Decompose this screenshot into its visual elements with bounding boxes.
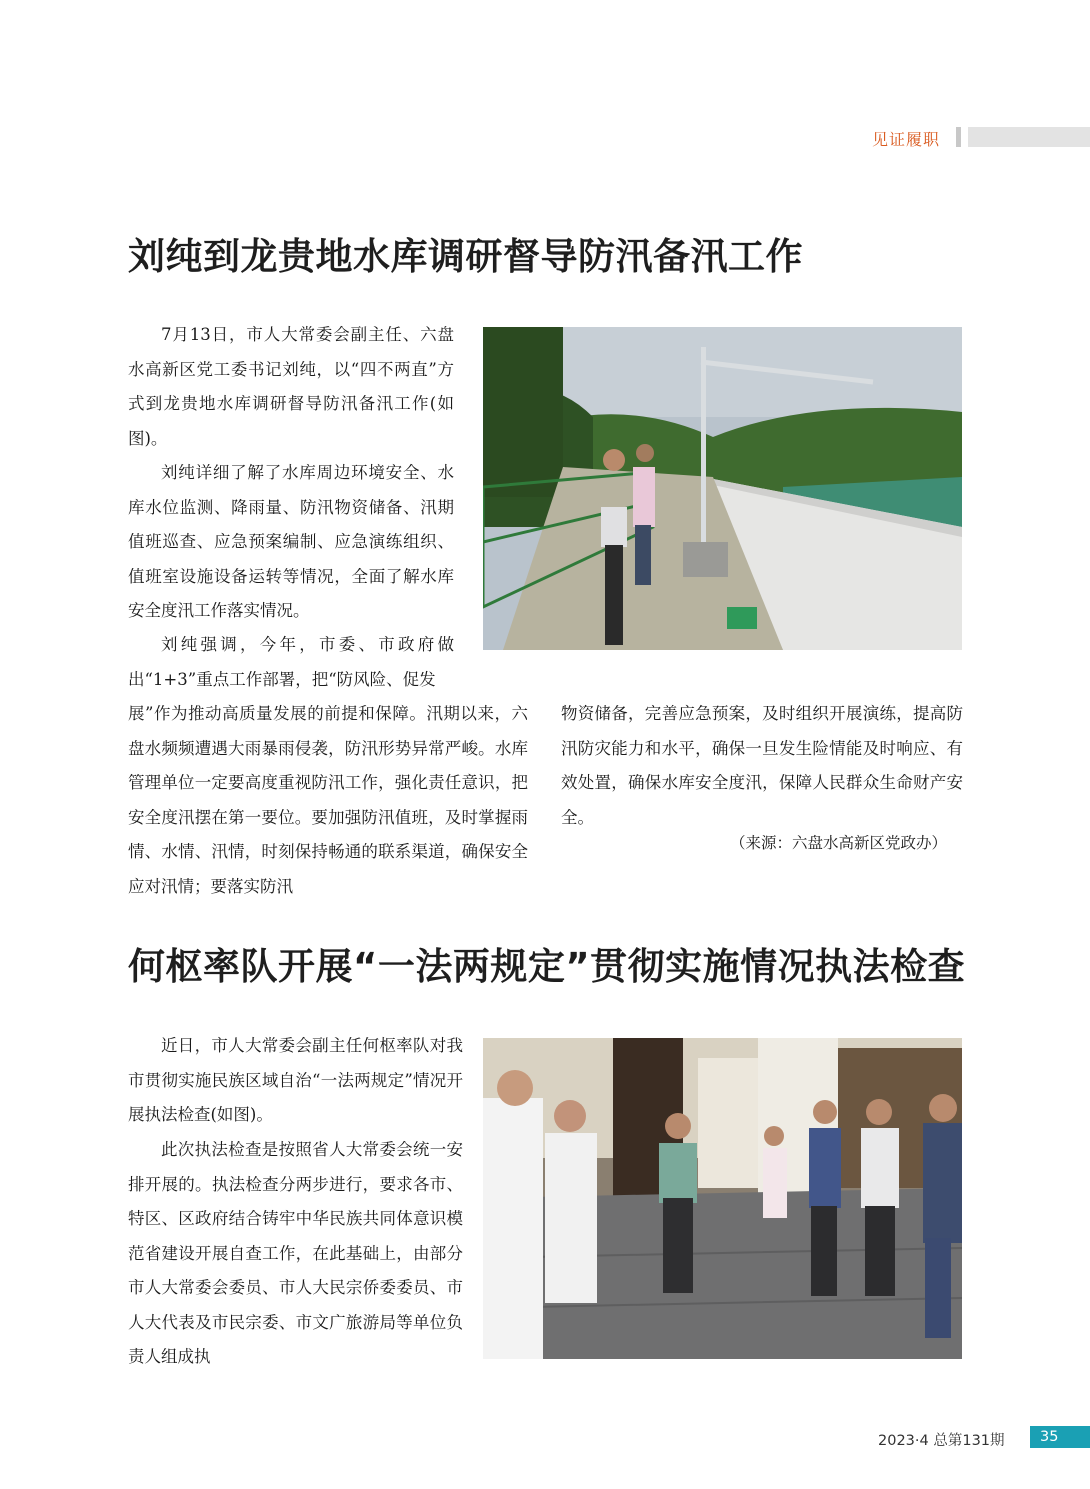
article1-paragraph-2: 刘纯详细了解了水库周边环境安全、水库水位监测、降雨量、防汛物资储备、汛期值班巡查、应急预案编制、应急演练组织、值班室设施设备运转等情况，全面了解水库安全度汛工作落实情况。 xyxy=(128,463,454,620)
article1-paragraph-3c: 物资储备，完善应急预案，及时组织开展演练，提高防汛防灾能力和水平，确保一旦发生险情能及时响应、有效处置，确保水库安全度汛，保障人民群众生命财产安全。 xyxy=(561,704,963,827)
inspection-photo xyxy=(483,1038,962,1359)
article1-paragraph-3a: 刘纯强调，今年，市委、市政府做出“1+3”重点工作部署，把“防风险、促发 xyxy=(128,635,454,689)
section-tag-mark xyxy=(956,127,961,147)
section-label: 见证履职 xyxy=(872,130,941,149)
article2-paragraph-1: 近日，市人大常委会副主任何枢率队对我市贯彻实施民族区域自治“一法两规定”情况开展执法检查(如图)。 xyxy=(128,1036,463,1124)
article1-title: 刘纯到龙贵地水库调研督导防汛备汛工作 xyxy=(128,235,803,278)
article2-title: 何枢率队开展“一法两规定”贯彻实施情况执法检查 xyxy=(128,945,966,988)
reservoir-photo xyxy=(483,327,962,650)
article2-paragraph-2: 此次执法检查是按照省人大常委会统一安排开展的。执法检查分两步进行，要求各市、特区、区政府结合铸牢中华民族共同体意识模范省建设开展自查工作，在此基础上，由部分市人大常委会委员、市人大民宗侨委委员、市人大代表及市民宗委、市文广旅游局等单位负责人组成执 xyxy=(128,1140,463,1366)
section-tag-bar xyxy=(968,127,1090,147)
article1-paragraph-3b: 展”作为推动高质量发展的前提和保障。汛期以来，六盘水频频遭遇大雨暴雨侵袭，防汛形势异常严峻。水库管理单位一定要高度重视防汛工作，强化责任意识，把安全度汛摆在第一要位。要加强防汛值班，及时掌握雨情、水情、汛情，时刻保持畅通的联系渠道，确保安全应对汛情；要落实防汛 xyxy=(128,704,528,896)
article1-source: （来源：六盘水高新区党政办） xyxy=(730,834,948,852)
issue-info: 2023·4 总第131期 xyxy=(878,1433,1005,1449)
article1-paragraph-1: 7月13日，市人大常委会副主任、六盘水高新区党工委书记刘纯，以“四不两直”方式到龙贵地水库调研督导防汛备汛工作(如图)。 xyxy=(128,325,454,448)
page-number: 35 xyxy=(1030,1426,1090,1448)
